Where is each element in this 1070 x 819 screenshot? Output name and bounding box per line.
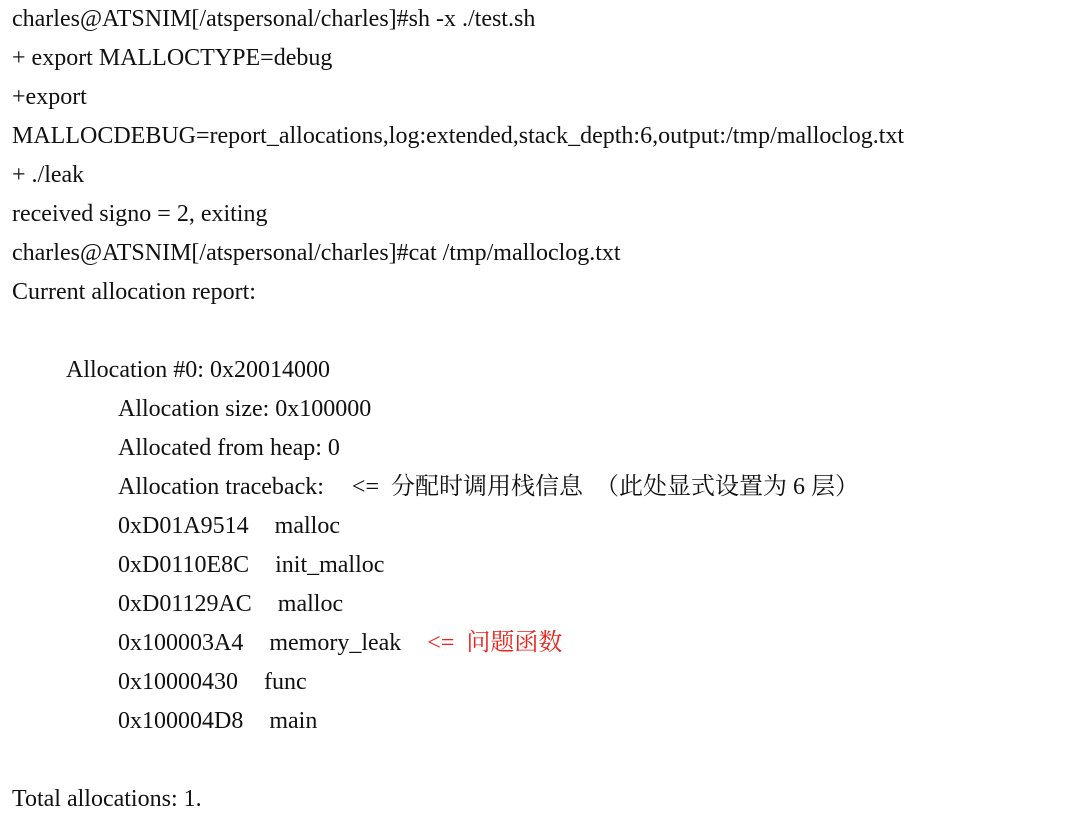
command-line-run-script: charles@ATSNIM[/atspersonal/charles]#sh -x ./test.sh xyxy=(12,6,536,32)
frame-address: 0xD01129AC xyxy=(118,591,252,617)
report-heading: Current allocation report: xyxy=(12,279,256,305)
mallocdebug-value: MALLOCDEBUG=report_allocations,log:extended,stack_depth:6,output:/tmp/malloclog.txt xyxy=(12,123,905,149)
frame-function: memory_leak xyxy=(269,630,402,656)
traceback-frame xyxy=(118,507,340,546)
command-line-cat-log: charles@ATSNIM[/atspersonal/charles]#cat /tmp/malloclog.txt xyxy=(12,240,621,266)
frame-function: malloc xyxy=(277,591,344,617)
frame-function: func xyxy=(264,669,307,695)
traceback-frame-problem xyxy=(118,624,562,663)
trace-export-mallocdebug: +export xyxy=(12,84,87,110)
traceback-frame xyxy=(118,585,343,624)
problem-annotation: <= 问题函数 xyxy=(427,630,563,656)
frame-address: 0x100003A4 xyxy=(118,630,244,656)
frame-function: main xyxy=(269,708,318,734)
frame-address: 0x10000430 xyxy=(118,669,238,695)
allocation-size: Allocation size: 0x100000 xyxy=(118,396,372,422)
frame-address: 0xD0110E8C xyxy=(118,552,250,578)
trace-run-leak: + ./leak xyxy=(12,162,85,188)
signal-message: received signo = 2, exiting xyxy=(12,201,268,227)
frame-function: init_malloc xyxy=(275,552,385,578)
frame-address: 0xD01A9514 xyxy=(118,513,249,539)
allocation-header: Allocation #0: 0x20014000 xyxy=(66,357,330,383)
traceback-label: Allocation traceback: xyxy=(118,474,324,500)
frame-address: 0x100004D8 xyxy=(118,708,244,734)
traceback-frame xyxy=(118,546,384,585)
allocated-from-heap: Allocated from heap: 0 xyxy=(118,435,340,461)
frame-function: malloc xyxy=(274,513,340,539)
traceback-row xyxy=(118,468,859,507)
traceback-frame xyxy=(118,702,317,741)
traceback-frame xyxy=(118,663,307,702)
traceback-annotation: <= 分配时调用栈信息 （此处显式设置为 6 层） xyxy=(351,474,859,500)
total-allocations: Total allocations: 1. xyxy=(12,786,202,812)
terminal-output xyxy=(12,0,1070,818)
trace-export-malloctype: + export MALLOCTYPE=debug xyxy=(12,45,333,71)
